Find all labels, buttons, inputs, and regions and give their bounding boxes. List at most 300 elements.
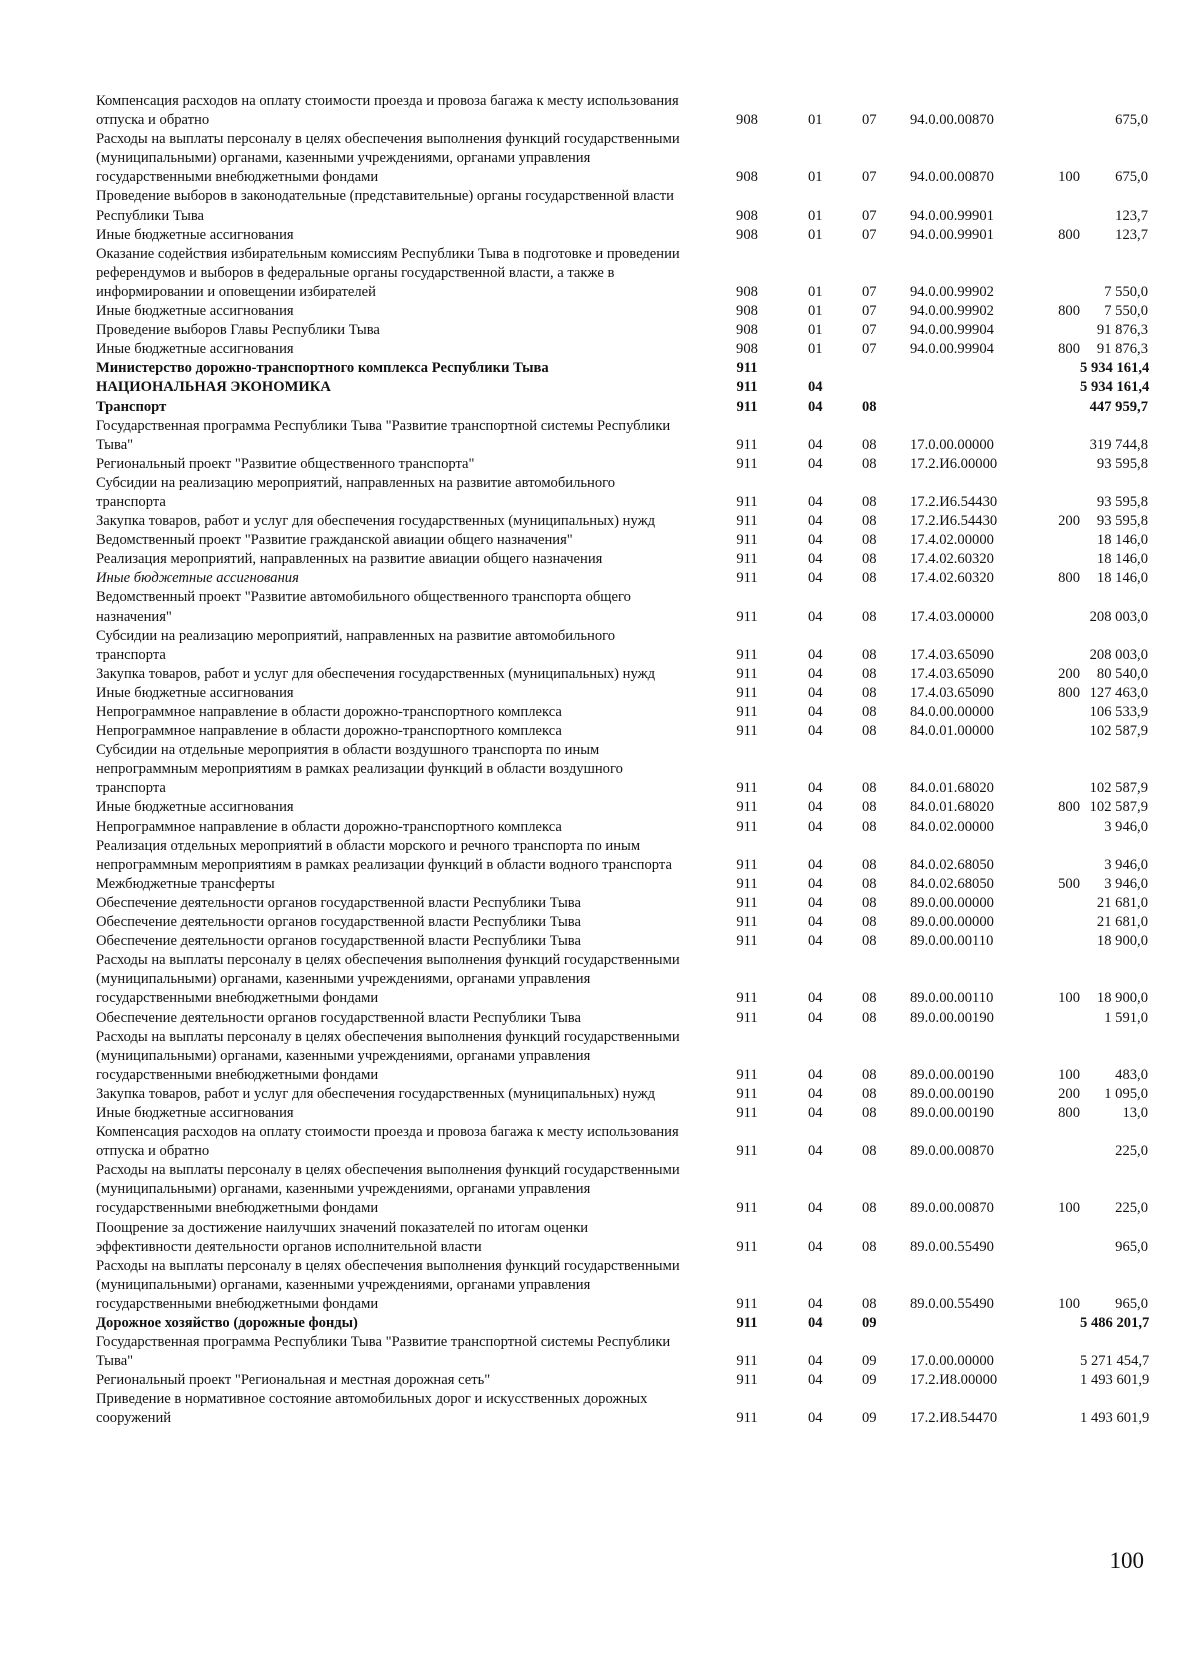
row-name: Иные бюджетные ассигнования [96,341,294,358]
row-csr-code: 94.0.00.99904 [910,341,994,358]
row-rz-code: 04 [808,665,823,682]
row-vr-code [1038,1371,1080,1390]
row-gr-code: 911 [736,799,758,816]
row-pr-code: 08 [862,1009,877,1026]
row-gr-code: 911 [736,570,758,587]
row-pr-code [862,378,910,397]
row-sum: 225,0 [1115,1200,1148,1217]
row-rz-code: 01 [808,207,823,224]
row-csr-code: 89.0.00.00870 [910,1143,994,1160]
row-csr-code: 89.0.00.55490 [910,1295,994,1312]
row-name: Иные бюджетные ассигнования [96,226,294,243]
row-sum: 1 591,0 [1104,1009,1148,1026]
row-csr-code: 89.0.00.00000 [910,894,994,911]
row-csr-code: 94.0.00.00870 [910,112,994,129]
table-row [96,1009,1148,1028]
row-sum: 93 595,8 [1096,493,1148,510]
row-csr-code [910,1314,1038,1333]
row-pr-code: 08 [862,856,877,873]
row-rz-code: 04 [808,513,823,530]
row-name: Межбюджетные трансферты [96,875,275,892]
row-gr-code: 908 [736,322,758,339]
row-pr-code: 08 [862,990,877,1007]
row-sum: 18 146,0 [1096,532,1148,549]
row-pr-code: 08 [862,723,877,740]
row-pr-code: 08 [862,1238,877,1255]
row-pr-code: 08 [862,933,877,950]
table-row [96,1333,1148,1371]
row-name: Иные бюджетные ассигнования [96,303,294,320]
row-rz-code: 04 [808,894,823,911]
table-row [96,378,1148,397]
row-sum: 18 900,0 [1096,933,1148,950]
row-sum: 3 946,0 [1104,856,1148,873]
table-row [96,455,1148,474]
row-name: Расходы на выплаты персоналу в целях обеспечения выполнения функций государственными (муниципальными) органами, казенными учреждениями, органами управления государственными внебюджетными фондами [96,131,680,186]
table-row [96,951,1148,1008]
row-gr-code: 911 [736,1410,758,1427]
row-name: Государственная программа Республики Тыва "Развитие транспортной системы Республики Тыва" [96,417,671,453]
row-pr-code: 08 [862,818,877,835]
row-sum: 675,0 [1115,112,1148,129]
row-vr-code [1038,359,1080,378]
row-pr-code: 08 [862,1104,877,1121]
row-rz-code: 04 [808,551,823,568]
row-gr-code: 908 [736,283,758,300]
row-vr-code [1038,703,1080,722]
row-rz-code: 04 [808,990,823,1007]
table-row [96,1028,1148,1085]
row-rz-code: 04 [808,684,823,701]
row-gr-code: 911 [736,1315,758,1331]
row-gr-code: 911 [736,1009,758,1026]
row-pr-code: 09 [862,1315,877,1331]
row-sum: 102 587,9 [1089,723,1148,740]
row-pr-code: 07 [862,322,877,339]
row-csr-code: 89.0.00.00000 [910,914,994,931]
row-vr-code [1038,321,1080,340]
row-pr-code: 08 [862,914,877,931]
row-vr-code [1038,398,1080,417]
row-sum: 1 493 601,9 [1080,1410,1150,1427]
row-csr-code: 17.4.03.00000 [910,608,994,625]
row-vr-code [1038,818,1080,837]
table-row [96,1161,1148,1218]
row-name: Компенсация расходов на оплату стоимости проезда и провоза багажа к месту использования отпуска и обратно [96,93,679,129]
row-csr-code: 89.0.00.00190 [910,1009,994,1026]
row-sum: 21 681,0 [1096,914,1148,931]
row-pr-code: 07 [862,303,877,320]
row-pr-code: 08 [862,684,877,701]
table-row [96,398,1148,417]
row-sum: 5 486 201,7 [1080,1315,1150,1331]
table-row [96,340,1148,359]
row-pr-code: 08 [862,665,877,682]
table-row [96,741,1148,798]
row-sum: 1 493 601,9 [1080,1372,1150,1389]
row-gr-code: 911 [736,532,758,549]
row-sum: 93 595,8 [1096,455,1148,472]
row-name: Транспорт [96,398,167,415]
row-pr-code: 08 [862,398,877,415]
row-pr-code: 08 [862,1066,877,1083]
row-csr-code: 17.4.02.60320 [910,570,994,587]
row-name: Обеспечение деятельности органов государственной власти Республики Тыва [96,914,581,931]
row-name: Поощрение за достижение наилучших значений показателей по итогам оценки эффективности деятельности органов исполнительной власти [96,1219,589,1255]
row-gr-code: 911 [736,379,758,396]
row-sum: 3 946,0 [1104,875,1148,892]
row-gr-code: 911 [736,665,758,682]
row-rz-code: 04 [808,493,823,510]
row-gr-code: 911 [736,856,758,873]
row-vr-code [1038,1333,1080,1371]
row-vr-code: 100 [1058,1066,1080,1083]
row-gr-code: 911 [736,608,758,625]
row-rz-code: 04 [808,379,823,396]
row-rz-code: 04 [808,1066,823,1083]
row-pr-code: 09 [862,1353,877,1370]
row-pr-code: 08 [862,532,877,549]
row-csr-code: 17.2.И8.54470 [910,1410,998,1427]
row-rz-code: 04 [808,608,823,625]
row-csr-code: 17.4.02.60320 [910,551,994,568]
row-vr-code: 200 [1058,665,1080,682]
row-name: Обеспечение деятельности органов государственной власти Республики Тыва [96,933,581,950]
row-csr-code: 89.0.00.00870 [910,1200,994,1217]
row-sum: 7 550,0 [1104,303,1148,320]
row-rz-code: 04 [808,436,823,453]
row-vr-code: 500 [1058,875,1080,892]
row-name: Расходы на выплаты персоналу в целях обеспечения выполнения функций государственными (муниципальными) органами, казенными учреждениями, органами управления государственными внебюджетными фондами [96,1028,680,1083]
row-rz-code: 04 [808,799,823,816]
row-csr-code: 17.4.03.65090 [910,665,994,682]
budget-table-body [96,92,1148,1429]
row-gr-code: 911 [736,1353,758,1370]
row-rz-code: 01 [808,226,823,243]
row-vr-code [1038,913,1080,932]
row-name: Иные бюджетные ассигнования [96,684,294,701]
row-gr-code: 911 [736,1372,758,1389]
row-pr-code: 08 [862,1085,877,1102]
table-row [96,187,1148,225]
row-pr-code: 07 [862,341,877,358]
row-pr-code: 07 [862,169,877,186]
row-gr-code: 911 [736,1066,758,1083]
row-sum: 965,0 [1115,1238,1148,1255]
row-name: Субсидии на реализацию мероприятий, направленных на развитие автомобильного транспорта [96,627,616,663]
row-name: Обеспечение деятельности органов государственной власти Республики Тыва [96,1009,581,1026]
row-pr-code: 08 [862,646,877,663]
row-rz-code: 04 [808,398,823,415]
row-vr-code [1038,722,1080,741]
row-name: Региональный проект "Развитие общественного транспорта" [96,455,475,472]
row-csr-code: 94.0.00.99904 [910,322,994,339]
row-vr-code: 100 [1058,1200,1080,1217]
row-sum: 447 959,7 [1089,398,1148,415]
row-pr-code [862,359,910,378]
row-csr-code: 17.2.И6.54430 [910,513,998,530]
row-vr-code [1038,474,1080,512]
row-csr-code: 17.2.И6.54430 [910,493,998,510]
table-row [96,684,1148,703]
table-row [96,1085,1148,1104]
row-name: Реализация мероприятий, направленных на развитие авиации общего назначения [96,551,603,568]
row-csr-code: 17.2.И6.00000 [910,455,998,472]
row-gr-code: 911 [736,455,758,472]
row-pr-code: 08 [862,780,877,797]
table-row [96,226,1148,245]
table-row [96,321,1148,340]
table-row [96,1257,1148,1314]
row-gr-code: 911 [736,1295,758,1312]
row-pr-code: 09 [862,1372,877,1389]
row-csr-code: 89.0.00.00190 [910,1104,994,1121]
row-rz-code: 04 [808,933,823,950]
row-csr-code: 17.0.00.00000 [910,1353,994,1370]
row-pr-code: 08 [862,1143,877,1160]
table-row [96,1219,1148,1257]
row-gr-code: 908 [736,303,758,320]
row-gr-code: 911 [736,933,758,950]
row-name: Ведомственный проект "Развитие автомобильного общественного транспорта общего назначения" [96,589,631,625]
row-gr-code: 911 [736,1104,758,1121]
table-row [96,130,1148,187]
row-csr-code: 89.0.00.00190 [910,1085,994,1102]
row-name: Проведение выборов в законодательные (представительные) органы государственной власти Республики Тыва [96,188,674,224]
row-gr-code: 911 [736,1200,758,1217]
row-sum: 5 934 161,4 [1080,379,1150,396]
row-rz-code: 01 [808,341,823,358]
row-gr-code: 911 [736,493,758,510]
table-row [96,913,1148,932]
row-rz-code: 04 [808,532,823,549]
row-pr-code: 08 [862,799,877,816]
row-gr-code: 911 [736,398,758,415]
row-pr-code: 07 [862,226,877,243]
row-csr-code: 89.0.00.00190 [910,1066,994,1083]
row-csr-code: 17.4.03.65090 [910,646,994,663]
row-name: Непрограммное направление в области дорожно-транспортного комплекса [96,818,562,835]
row-sum: 123,7 [1115,226,1148,243]
row-name: Обеспечение деятельности органов государственной власти Республики Тыва [96,894,581,911]
row-csr-code [910,378,1038,397]
row-rz-code: 04 [808,1295,823,1312]
row-name: Иные бюджетные ассигнования [96,1104,294,1121]
row-pr-code: 08 [862,1200,877,1217]
row-vr-code [1038,894,1080,913]
row-gr-code: 911 [736,704,758,720]
row-pr-code: 09 [862,1410,877,1427]
row-csr-code [910,359,1038,378]
table-row [96,92,1148,130]
row-pr-code: 08 [862,455,877,472]
table-row [96,359,1148,378]
table-row [96,818,1148,837]
row-rz-code: 04 [808,1104,823,1121]
row-rz-code: 04 [808,856,823,873]
row-sum: 208 003,0 [1089,608,1148,625]
row-name: Компенсация расходов на оплату стоимости проезда и провоза багажа к месту использования отпуска и обратно [96,1124,679,1160]
row-vr-code [1038,378,1080,397]
table-row [96,1390,1148,1428]
budget-table [96,92,1148,1429]
row-rz-code: 01 [808,322,823,339]
table-row [96,588,1148,626]
row-csr-code: 84.0.02.68050 [910,856,994,873]
row-sum: 1 095,0 [1104,1085,1148,1102]
row-csr-code: 17.0.00.00000 [910,436,994,453]
row-csr-code [910,398,1038,417]
row-vr-code [1038,531,1080,550]
row-vr-code [1038,417,1080,455]
row-sum: 225,0 [1115,1143,1148,1160]
row-name: Расходы на выплаты персоналу в целях обеспечения выполнения функций государственными (муниципальными) органами, казенными учреждениями, органами управления государственными внебюджетными фондами [96,952,680,1007]
row-rz-code: 04 [808,1315,823,1331]
row-name: Непрограммное направление в области дорожно-транспортного комплекса [96,704,562,720]
table-row [96,665,1148,684]
row-gr-code: 911 [736,894,758,911]
row-rz-code: 04 [808,818,823,835]
row-name: Оказание содействия избирательным комиссиям Республики Тыва в подготовке и проведении референдумов и выборов в федеральные органы государственной власти, а также в информировании и оповещении избирателей [96,245,680,300]
row-vr-code: 800 [1058,684,1080,701]
row-csr-code: 17.4.03.65090 [910,684,994,701]
row-gr-code: 911 [736,875,758,892]
row-vr-code [1038,1219,1080,1257]
row-rz-code: 01 [808,303,823,320]
row-gr-code: 911 [736,551,758,568]
row-sum: 93 595,8 [1096,513,1148,530]
row-gr-code: 911 [736,780,758,797]
row-pr-code: 07 [862,112,877,129]
row-sum: 965,0 [1115,1295,1148,1312]
row-rz-code: 01 [808,283,823,300]
row-pr-code: 08 [862,513,877,530]
row-sum: 80 540,0 [1096,665,1148,682]
row-name: Реализация отдельных мероприятий в области морского и речного транспорта по иным непрограммным мероприятиям в рамках реализации функций в области водного транспорта [96,837,672,873]
row-sum: 102 587,9 [1089,780,1148,797]
row-name: Ведомственный проект "Развитие гражданской авиации общего назначения" [96,532,573,549]
row-sum: 123,7 [1115,207,1148,224]
row-gr-code: 911 [736,684,758,701]
row-csr-code: 84.0.00.00000 [910,704,994,720]
row-name: Министерство дорожно-транспортного комплекса Республики Тыва [96,360,549,377]
row-name: Расходы на выплаты персоналу в целях обеспечения выполнения функций государственными (муниципальными) органами, казенными учреждениями, органами управления государственными внебюджетными фондами [96,1257,680,1312]
row-csr-code: 89.0.00.00110 [910,990,994,1007]
row-vr-code: 100 [1058,169,1080,186]
row-sum: 18 146,0 [1096,570,1148,587]
row-vr-code [1038,741,1080,798]
row-vr-code: 100 [1058,990,1080,1007]
row-gr-code: 911 [736,646,758,663]
row-pr-code: 08 [862,570,877,587]
row-gr-code: 911 [736,1238,758,1255]
table-row [96,703,1148,722]
row-vr-code: 800 [1058,303,1080,320]
row-gr-code: 908 [736,112,758,129]
table-row [96,627,1148,665]
table-row [96,512,1148,531]
row-gr-code: 911 [736,513,758,530]
row-vr-code [1038,588,1080,626]
row-pr-code: 08 [862,875,877,892]
row-vr-code: 200 [1058,1085,1080,1102]
table-row [96,875,1148,894]
table-row [96,837,1148,875]
row-csr-code: 84.0.01.68020 [910,799,994,816]
table-row [96,302,1148,321]
row-sum: 483,0 [1115,1066,1148,1083]
row-sum: 18 146,0 [1096,551,1148,568]
row-vr-code [1038,1009,1080,1028]
row-pr-code: 08 [862,704,877,720]
row-rz-code: 04 [808,704,823,720]
row-gr-code: 911 [736,914,758,931]
row-rz-code: 04 [808,570,823,587]
row-vr-code: 800 [1058,226,1080,243]
row-sum: 127 463,0 [1089,684,1148,701]
row-rz-code: 04 [808,723,823,740]
row-csr-code: 89.0.00.00110 [910,933,994,950]
row-gr-code: 908 [736,341,758,358]
row-gr-code: 911 [736,360,758,377]
row-vr-code: 200 [1058,513,1080,530]
row-gr-code: 908 [736,226,758,243]
row-vr-code [1038,550,1080,569]
row-name: Расходы на выплаты персоналу в целях обеспечения выполнения функций государственными (муниципальными) органами, казенными учреждениями, органами управления государственными внебюджетными фондами [96,1162,680,1217]
row-csr-code: 94.0.00.99901 [910,207,994,224]
row-rz-code: 04 [808,1353,823,1370]
row-csr-code: 94.0.00.99902 [910,303,994,320]
row-vr-code: 800 [1058,1104,1080,1121]
row-name: НАЦИОНАЛЬНАЯ ЭКОНОМИКА [96,379,331,396]
table-row [96,798,1148,817]
row-gr-code: 911 [736,1085,758,1102]
row-rz-code: 04 [808,914,823,931]
row-name: Приведение в нормативное состояние автомобильных дорог и искусственных дорожных сооружений [96,1391,648,1427]
row-vr-code [1038,1314,1080,1333]
row-vr-code [1038,455,1080,474]
row-pr-code: 08 [862,608,877,625]
row-gr-code: 908 [736,207,758,224]
row-sum: 5 934 161,4 [1080,360,1150,377]
row-name: Субсидии на отдельные мероприятия в области воздушного транспорта по иным непрограммным мероприятиям в рамках реализации функций в области воздушного транспорта [96,742,623,797]
row-gr-code: 911 [736,990,758,1007]
row-rz-code: 04 [808,1372,823,1389]
row-sum: 91 876,3 [1096,322,1148,339]
row-vr-code [1038,932,1080,951]
row-pr-code: 08 [862,493,877,510]
row-name: Закупка товаров, работ и услуг для обеспечения государственных (муниципальных) нужд [96,665,656,682]
row-name: Государственная программа Республики Тыва "Развитие транспортной системы Республики Тыва" [96,1334,671,1370]
row-vr-code [1038,1123,1080,1161]
row-pr-code: 07 [862,207,877,224]
table-row [96,531,1148,550]
row-rz-code: 04 [808,1200,823,1217]
row-pr-code: 08 [862,1295,877,1312]
row-name: Иные бюджетные ассигнования [96,799,294,816]
row-csr-code: 84.0.01.68020 [910,780,994,797]
row-vr-code [1038,92,1080,130]
row-name: Дорожное хозяйство (дорожные фонды) [96,1315,358,1331]
row-rz-code: 04 [808,1143,823,1160]
row-pr-code: 08 [862,436,877,453]
row-rz-code: 01 [808,169,823,186]
row-sum: 106 533,9 [1089,704,1148,720]
row-name: Закупка товаров, работ и услуг для обеспечения государственных (муниципальных) нужд [96,513,656,530]
row-csr-code: 89.0.00.55490 [910,1238,994,1255]
row-csr-code: 94.0.00.00870 [910,169,994,186]
row-csr-code: 94.0.00.99902 [910,283,994,300]
